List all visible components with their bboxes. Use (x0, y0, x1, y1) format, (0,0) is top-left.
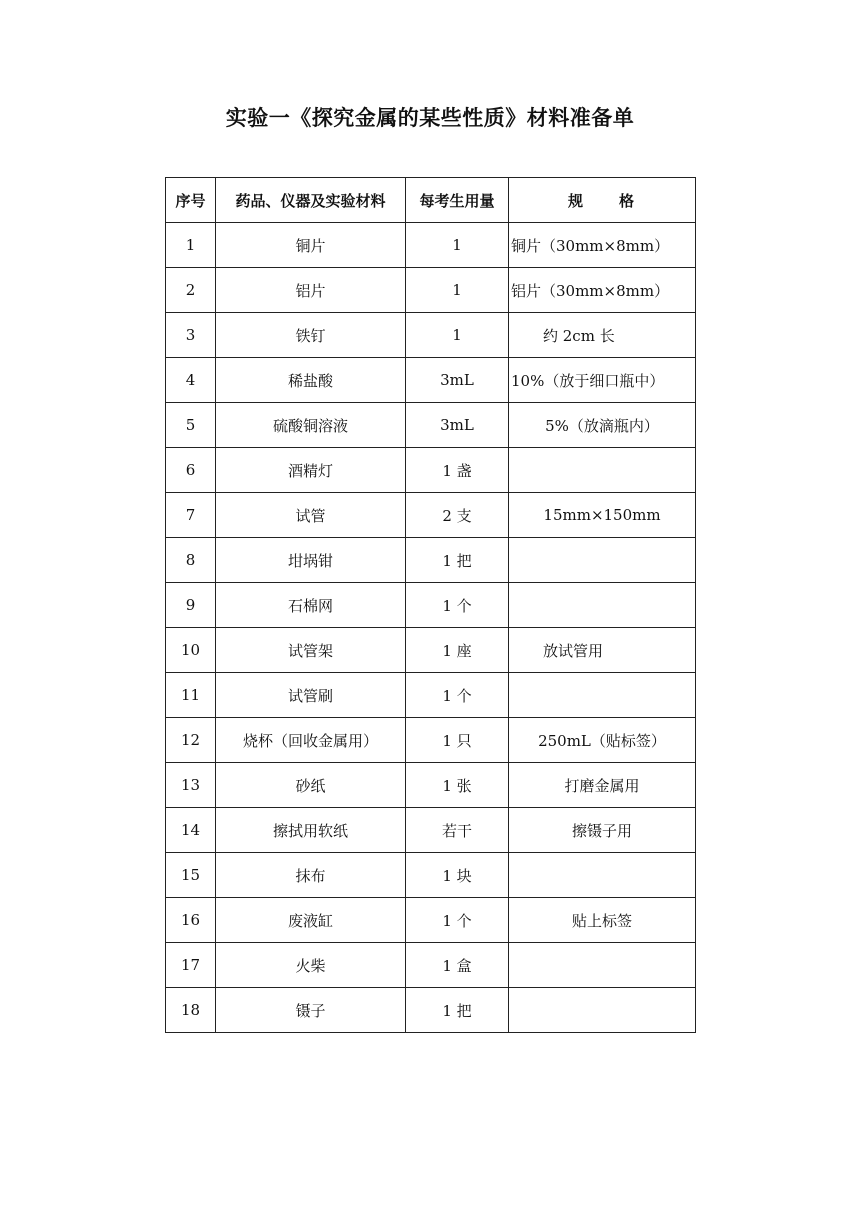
row-quantity-cell: 1 个 (406, 583, 509, 628)
row-quantity-cell: 1 把 (406, 538, 509, 583)
table-row (166, 493, 696, 538)
row-spec-cell (509, 943, 696, 988)
row-number-cell: 5 (166, 403, 216, 448)
row-spec-cell (509, 538, 696, 583)
table-row (166, 808, 696, 853)
row-number-cell: 16 (166, 898, 216, 943)
row-quantity-cell: 1 块 (406, 853, 509, 898)
row-item-cell: 铝片 (216, 268, 406, 313)
row-number-cell: 7 (166, 493, 216, 538)
row-number-cell: 14 (166, 808, 216, 853)
row-spec-cell: 铝片（30mm×8mm） (509, 268, 696, 313)
table-row (166, 853, 696, 898)
row-number-cell: 2 (166, 268, 216, 313)
row-item-cell: 擦拭用软纸 (216, 808, 406, 853)
row-spec-cell (509, 448, 696, 493)
row-number-cell: 17 (166, 943, 216, 988)
row-quantity-cell: 1 只 (406, 718, 509, 763)
row-quantity-cell: 1 个 (406, 898, 509, 943)
row-item-cell: 试管架 (216, 628, 406, 673)
row-item-cell: 火柴 (216, 943, 406, 988)
table-row (166, 223, 696, 268)
row-spec-cell: 贴上标签 (509, 898, 696, 943)
row-number-cell: 9 (166, 583, 216, 628)
row-spec-cell: 250mL（贴标签） (509, 718, 696, 763)
row-item-cell: 铁钉 (216, 313, 406, 358)
row-number-cell: 3 (166, 313, 216, 358)
row-number-cell: 12 (166, 718, 216, 763)
row-item-cell: 硫酸铜溶液 (216, 403, 406, 448)
row-number-cell: 8 (166, 538, 216, 583)
row-quantity-cell: 3mL (406, 403, 509, 448)
table-row (166, 628, 696, 673)
row-spec-cell: 铜片（30mm×8mm） (509, 223, 696, 268)
header-number: 序号 (166, 178, 216, 223)
table-row (166, 268, 696, 313)
table-row (166, 538, 696, 583)
row-number-cell: 1 (166, 223, 216, 268)
header-spec: 规 格 (509, 178, 696, 223)
table-row (166, 403, 696, 448)
row-quantity-cell: 1 (406, 223, 509, 268)
row-number-cell: 11 (166, 673, 216, 718)
table-row (166, 763, 696, 808)
row-spec-cell (509, 853, 696, 898)
materials-table (165, 177, 696, 1033)
table-row (166, 583, 696, 628)
row-spec-cell (509, 988, 696, 1033)
row-spec-cell: 打磨金属用 (509, 763, 696, 808)
table-row (166, 358, 696, 403)
row-number-cell: 4 (166, 358, 216, 403)
row-item-cell: 抹布 (216, 853, 406, 898)
row-quantity-cell: 1 (406, 268, 509, 313)
table-body (166, 223, 696, 1033)
row-quantity-cell: 1 座 (406, 628, 509, 673)
row-quantity-cell: 1 把 (406, 988, 509, 1033)
row-item-cell: 砂纸 (216, 763, 406, 808)
row-item-cell: 废液缸 (216, 898, 406, 943)
row-number-cell: 15 (166, 853, 216, 898)
row-spec-cell: 10%（放于细口瓶中） (509, 358, 696, 403)
document-title: 实验一《探究金属的某些性质》材料准备单 (225, 106, 635, 130)
row-quantity-cell: 若干 (406, 808, 509, 853)
row-spec-cell: 放试管用 (509, 628, 696, 673)
table-row (166, 718, 696, 763)
row-item-cell: 镊子 (216, 988, 406, 1033)
row-spec-cell (509, 583, 696, 628)
row-number-cell: 6 (166, 448, 216, 493)
row-item-cell: 试管刷 (216, 673, 406, 718)
table-row (166, 313, 696, 358)
row-item-cell: 铜片 (216, 223, 406, 268)
row-number-cell: 18 (166, 988, 216, 1033)
row-quantity-cell: 1 (406, 313, 509, 358)
row-item-cell: 烧杯（回收金属用） (216, 718, 406, 763)
row-quantity-cell: 1 盏 (406, 448, 509, 493)
row-spec-cell: 约 2cm 长 (509, 313, 696, 358)
row-quantity-cell: 2 支 (406, 493, 509, 538)
row-item-cell: 石棉网 (216, 583, 406, 628)
row-spec-cell: 5%（放滴瓶内） (509, 403, 696, 448)
row-spec-cell: 擦镊子用 (509, 808, 696, 853)
header-quantity: 每考生用量 (406, 178, 509, 223)
row-spec-cell: 15mm×150mm (509, 493, 696, 538)
row-item-cell: 稀盐酸 (216, 358, 406, 403)
table-row (166, 448, 696, 493)
table-row (166, 988, 696, 1033)
table-header-row (166, 178, 696, 223)
table-row (166, 898, 696, 943)
table-row (166, 673, 696, 718)
header-item: 药品、仪器及实验材料 (216, 178, 406, 223)
row-item-cell: 坩埚钳 (216, 538, 406, 583)
row-item-cell: 酒精灯 (216, 448, 406, 493)
row-spec-cell (509, 673, 696, 718)
row-number-cell: 13 (166, 763, 216, 808)
row-item-cell: 试管 (216, 493, 406, 538)
row-quantity-cell: 1 盒 (406, 943, 509, 988)
row-number-cell: 10 (166, 628, 216, 673)
row-quantity-cell: 3mL (406, 358, 509, 403)
row-quantity-cell: 1 个 (406, 673, 509, 718)
table-row (166, 943, 696, 988)
row-quantity-cell: 1 张 (406, 763, 509, 808)
